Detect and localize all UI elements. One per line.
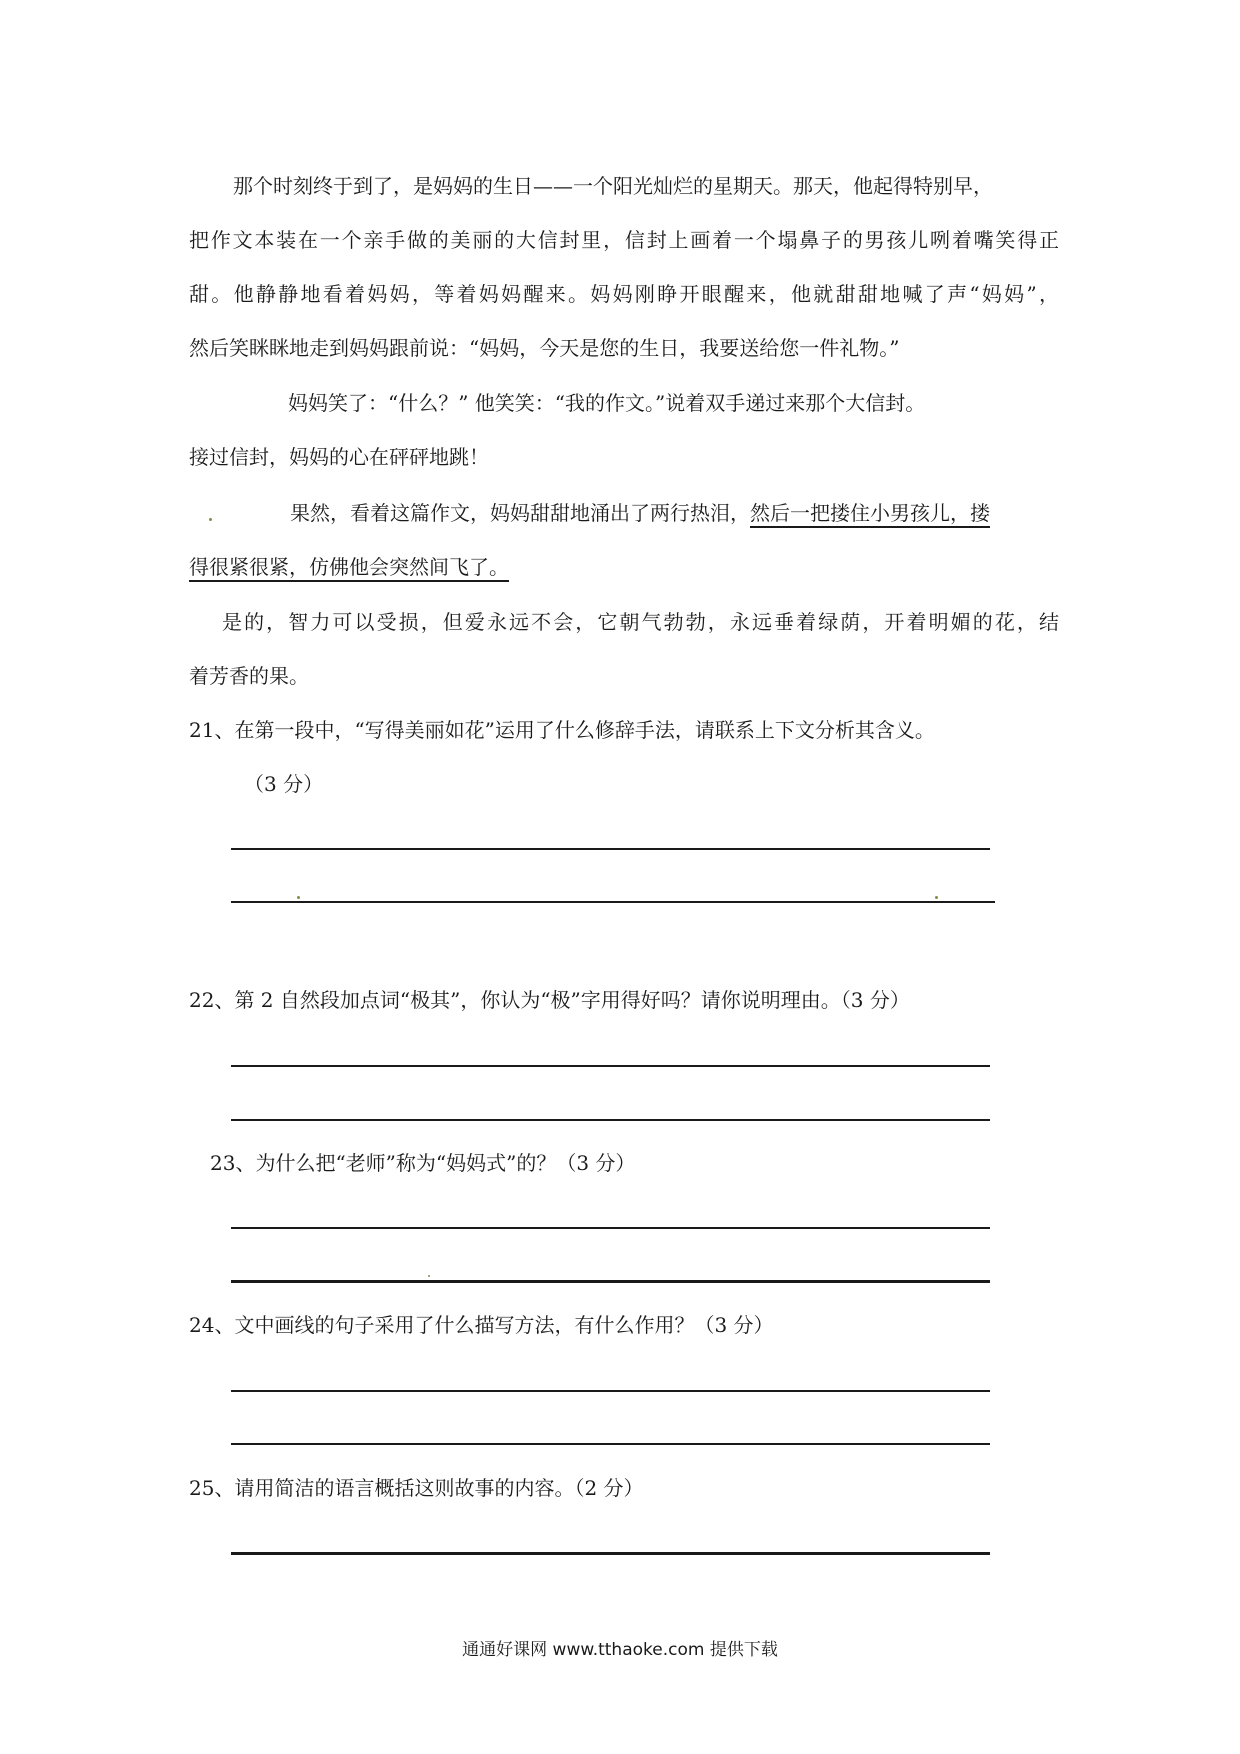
passage-line [189,553,509,581]
passage-line: 是的，智力可以受损，但爱永远不会，它朝气勃勃，永远垂着绿荫，开着明媚的花，结 [222,610,1059,634]
answer-line[interactable] [231,1119,990,1121]
page-footer: 通通好课网 www.tthaoke.com 提供下载 [462,1640,778,1660]
underlined-sentence: 然后一把搂住小男孩儿，搂 [750,501,990,525]
question-25: 25、请用简洁的语言概括这则故事的内容。（2 分） [189,1476,644,1500]
answer-line[interactable] [231,848,990,850]
passage-line: 甜。他静静地看着妈妈，等着妈妈醒来。妈妈刚睁开眼醒来，他就甜甜地喊了声“妈妈”， [189,282,1059,306]
answer-line[interactable] [231,901,995,903]
passage-line: 那个时刻终于到了，是妈妈的生日——一个阳光灿烂的星期天。那天，他起得特别早， [233,174,993,198]
question-24: 24、文中画线的句子采用了什么描写方法，有什么作用？（3 分） [189,1313,774,1337]
question-23: 23、为什么把“老师”称为“妈妈式”的？（3 分） [210,1151,636,1175]
answer-line[interactable] [231,1552,990,1555]
passage-line: 把作文本装在一个亲手做的美丽的大信封里，信封上画着一个塌鼻子的男孩儿咧着嘴笑得正 [189,228,1059,252]
passage-line: 着芳香的果。 [189,664,309,688]
passage-line [290,499,990,527]
scan-speck [297,896,300,899]
scan-speck [428,1275,430,1277]
underlined-sentence: 得很紧很紧，仿佛他会突然间飞了。 [189,555,509,579]
answer-line[interactable] [231,1065,990,1067]
scan-speck [935,896,938,899]
passage-text: 果然，看着这篇作文，妈妈甜甜地涌出了两行热泪， [290,501,750,525]
scan-speck [209,518,212,521]
passage-line: 接过信封，妈妈的心在砰砰地跳！ [189,445,489,469]
answer-line[interactable] [231,1390,990,1392]
passage-line: 然后笑眯眯地走到妈妈跟前说：“妈妈，今天是您的生日，我要送给您一件礼物。” [189,336,900,360]
question-21: 21、在第一段中，“写得美丽如花”运用了什么修辞手法，请联系上下文分析其含义。 [189,718,935,742]
answer-line[interactable] [231,1280,990,1283]
question-22: 22、第 2 自然段加点词“极其”，你认为“极”字用得好吗？请你说明理由。（3 分） [189,988,910,1012]
answer-line[interactable] [231,1443,990,1445]
answer-line[interactable] [231,1227,990,1229]
question-21-score: （3 分） [244,772,324,796]
passage-line: 妈妈笑了：“什么？” 他笑笑：“我的作文。”说着双手递过来那个大信封。 [288,391,926,415]
